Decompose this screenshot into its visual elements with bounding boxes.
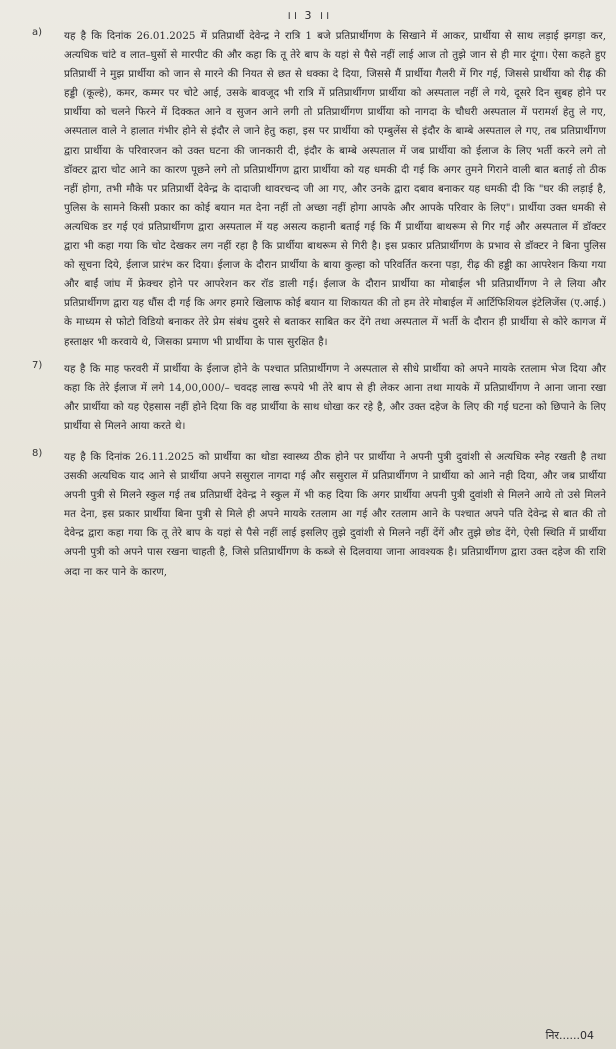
paragraph-label: a) xyxy=(32,27,43,38)
paragraph-label: 7) xyxy=(32,359,43,371)
paragraph-text: यह है कि दिनांक 26.01.2025 में प्रतिप्रार्थी देवेन्द्र ने रात्रि 1 बजे प्रतिप्रार्थीगण के सिखाने में आकर, प्रार्थीया से साथ लड़ाई झगड़ा कर, अत्यधिक चांटे व लात–घुसों से मारपीट की और कहा कि तू तेरे बाप के यहां से पैसे नहीं लाई आज तो तुझे जान से ही मार दूंगा। ऐसा कहते हुए प्रतिप्रार्थी ने मुझ प्रार्थीया को जान से मारने की नियत से छत से धक्का दे दिया, जिससे मैं प्रार्थीया गैलरी में गिर गई, जिससे प्रार्थीया को रीढ़ की हड्डी (कूल्हे), कमर, कम्मर पर चोटे आई, उसके बावजूद भी रात्रि में प्रतिप्रार्थीगण प्रार्थीया को अस्पताल नहीं ले गये, दूसरे दिन सुबह होने पर प्रार्थीया को चलने फिरने में दिक्कत आने व सुजन आने लगी तो प्रतिप्रार्थीगण प्रार्थीया को नागदा के चौधरी अस्पताल में परामर्श हेतु ले गए, अस्पताल वाले ने हालात गंभीर होने से इंदौर ले जाने हेतु कहा, इस पर प्रार्थीया को एम्बुलेंस से इंदौर के बाम्बे अस्पताल ले गए, तब प्रतिप्रार्थीगण द्वारा प्रार्थीया के परिवारजन को उक्त घटना की जानकारी दी, इंदौर के बाम्बे अस्पताल में जब प्रार्थीया को ईलाज के लिए भर्ती करने लगे तो डॉक्टर द्वारा चोट आने का कारण पूछने लगे तो प्रतिप्रार्थीगण द्वारा प्रार्थीया को यह धमकी दी गई कि अगर तुमने गिराने वाली बात बताई तो ठीक नहीं होगा, तभी मौके पर प्रतिप्रार्थी देवेन्द्र के दादाजी थावरचन्द जी आ गए, और उनके द्वारा दबाव बनाकर यह धमकी दी कि "घर की लड़ाई है, पुलिस के सामने किसी प्रकार का कोई बयान मत देना नहीं तो अच्छा नहीं होगा आपके और आपके परिवार के लिए"। प्रार्थीया उक्त धमकी से अत्यधिक डर गई एवं प्रतिप्रार्थीगण द्वारा अस्पताल में यह असत्य कहानी बताई गई कि मैं प्रार्थीया बाथरूम से गिर गई और अस्पताल में डॉक्टर द्वारा भी कहा गया कि चोट देखकर लग नहीं रहा है कि प्रार्थीया बाथरूम से गिरी है। इस प्रकार प्रतिप्रार्थीगण के प्रभाव से डॉक्टर ने बिना पुलिस को सूचना दिये, ईलाज प्रारंभ कर दिया। ईलाज के दौरान प्रार्थीया के बाया कुल्हा को परिवर्तित करना पड़ा, रीढ़ की हड्डी का आपरेशन किया गया और बाईं जांघ में फ्रेक्चर होने पर आपरेशन कर रॉड डाली गई। ईलाज के दौरान प्रार्थीया का मोबाईल भी प्रतिप्रार्थीगण ने ले लिया और प्रतिप्रार्थीगण द्वारा यह धौंस दी गई कि अगर हमारे खिलाफ कोई बयान या शिकायत की तो हम तेरे मोबाईल में आर्टिफिशियल इंटेलिजेंस (ए.आई.) के माध्यम से फोटो विडियो बनाकर तेरे प्रेम संबंध दुसरे से बताकर साबित कर देंगे तथा अस्पताल में भर्ती के दौरान ही प्रार्थीया से कोरे कागज में हस्ताक्षर भी करवाये थे, जिसका प्रमाण भी प्रार्थीया के पास सुरक्षित है। xyxy=(64,30,606,348)
paragraph-a xyxy=(12,27,606,352)
paragraph-label: 8) xyxy=(32,447,43,459)
paragraph-7 xyxy=(12,360,606,436)
paragraph-8 xyxy=(12,448,606,582)
paragraph-text: यह है कि माह फरवरी में प्रार्थीया के ईलाज होने के पश्चात प्रतिप्रार्थीगण ने अस्पताल से सीधे प्रार्थीया को अपने मायके रतलाम भेज दिया और कहा कि तेरे ईलाज में लगे 14,00,000/– चवदह लाख रूपये भी तेरे बाप से ही लेकर आना तथा मायके में प्रतिप्रार्थीगण ने आना जाना रखा और प्रार्थीया को यह ऐहसास नहीं होने दिया कि वह प्रार्थीया के साथ धोखा कर रहे है, और उक्त दहेज के लिए की गई घटना को छिपाने के लिए प्रार्थीया से मिलने आया करते थे। xyxy=(64,362,606,432)
page-number: ।। 3 ।। xyxy=(286,9,332,22)
paragraph-text: यह है कि दिनांक 26.11.2025 को प्रार्थीया का थोडा स्वास्थ्य ठीक होने पर प्रार्थीया ने अपनी पुत्री दुवांशी से अत्यधिक स्नेह रखती है तथा उसकी अत्यधिक याद आने से प्रार्थीया अपने ससुराल नागदा गई और ससुराल में प्रतिप्रार्थीगण ने प्रार्थीया को आने नही दिया, और जब प्रार्थीया अपनी पुत्री से मिलने स्कुल गई तब प्रतिप्रार्थी देवेन्द्र ने स्कुल में भी कह दिया कि अगर प्रार्थीया अपनी पुत्री दुवांशी से मिलने आये तो उसे मिलने मत देना, इस प्रकार प्रार्थीया बिना पुत्री से मिले ही अपने मायके रतलाम आ गई और रतलाम आने के पश्चात अपने पति देवेन्द्र से बात की तो देवेन्द्र द्वारा कहा गया कि तू तेरे बाप के यहां से पैसे नहीं लाई इसलिए तुझे दुवांशी से मिलने नहीं देंगें और तुझे छोड देंगे, ऐसी स्थिति में प्रार्थीया अपनी पुत्री को अपने पास रखना चाहती है, जिसे प्रतिप्रार्थीगण के कब्जे से दिलवाया जाना आवश्यक है। प्रतिप्रार्थीगण द्वारा उक्त दहेज की राशि अदा ना कर पाने के कारण, xyxy=(64,450,606,578)
continuation-footer: निर......04 xyxy=(545,1029,594,1042)
